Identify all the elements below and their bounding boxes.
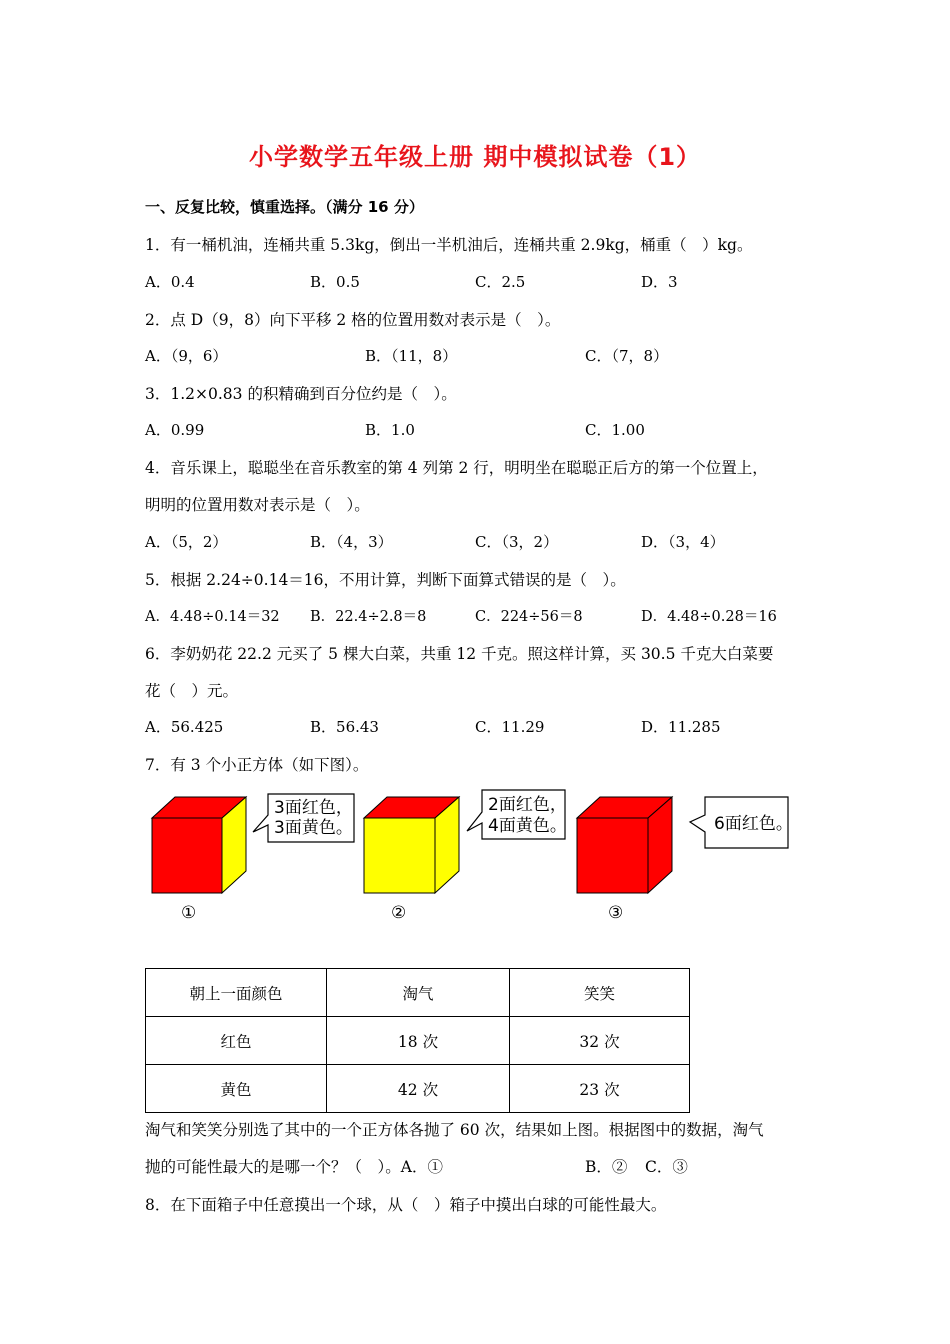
bubble-3-line-1: 6面红色。 <box>714 814 793 834</box>
q6-option-d: D．11.285 <box>641 718 721 736</box>
question-6-cont: 花（ ）元。 <box>145 682 239 700</box>
bubble-2 <box>467 790 567 839</box>
question-4-cont: 明明的位置用数对表示是（ ）。 <box>145 496 370 514</box>
table-header-cell: 笑笑 <box>510 969 690 1017</box>
q6-option-a: A．56.425 <box>145 718 224 736</box>
bubble-1 <box>253 794 354 842</box>
q1-option-d: D．3 <box>641 273 678 291</box>
table-row <box>146 1065 690 1113</box>
bubble-2-line-1: 2面红色， <box>488 795 567 815</box>
table-cell: 18 次 <box>327 1017 510 1065</box>
cube-2-label: ② <box>391 903 407 923</box>
cube-3-label: ③ <box>608 903 624 923</box>
question-4: 4．音乐课上，聪聪坐在音乐教室的第 4 列第 2 行，明明坐在聪聪正后方的第一个位置上， <box>145 459 768 477</box>
cube-2-front <box>364 818 435 893</box>
table-cell: 42 次 <box>327 1065 510 1113</box>
q4-option-a: A．（5，2） <box>145 533 228 551</box>
question-5: 5．根据 2.24÷0.14＝16，不用计算，判断下面算式错误的是（ ）。 <box>145 571 626 589</box>
cube-1-front <box>152 818 222 893</box>
question-3: 3．1.2×0.83 的积精确到百分位约是（ ）。 <box>145 385 457 403</box>
q2-option-b: B．（11，8） <box>365 347 458 365</box>
q6-option-b: B．56.43 <box>310 718 379 736</box>
cube-2 <box>364 797 459 893</box>
q4-option-c: C．（3，2） <box>475 533 559 551</box>
question-1: 1．有一桶机油，连桶共重 5.3kg，倒出一半机油后，连桶共重 2.9kg，桶重（ ）kg。 <box>145 236 753 254</box>
cube-3-front <box>577 818 648 893</box>
results-table <box>145 968 690 1113</box>
table-cell: 黄色 <box>146 1065 327 1113</box>
q2-option-c: C．（7，8） <box>585 347 669 365</box>
question-7: 7．有 3 个小正方体（如下图）。 <box>145 756 369 774</box>
bubble-2-line-2: 4面黄色。 <box>488 816 567 836</box>
page-title: 小学数学五年级上册 期中模拟试卷（1） <box>248 143 702 171</box>
question-6: 6．李奶奶花 22.2 元买了 5 棵大白菜，共重 12 千克。照这样计算，买 30.5 千克大白菜要 <box>145 645 774 663</box>
q7-description-line-2: 抛的可能性最大的是哪一个？（ ）。A．① <box>145 1158 443 1176</box>
q5-option-c: C．224÷56＝8 <box>475 609 583 625</box>
question-2: 2．点 D（9，8）向下平移 2 格的位置用数对表示是（ ）。 <box>145 311 561 329</box>
cube-1 <box>152 797 246 893</box>
q3-option-c: C．1.00 <box>585 421 645 439</box>
section-heading: 一、反复比较，慎重选择。（满分 16 分） <box>145 198 424 216</box>
bubble-3 <box>690 797 793 848</box>
q5-option-d: D．4.48÷0.28＝16 <box>641 609 777 625</box>
table-header-cell: 朝上一面颜色 <box>146 969 327 1017</box>
q3-option-a: A．0.99 <box>145 421 205 439</box>
table-cell: 红色 <box>146 1017 327 1065</box>
cube-3 <box>577 797 672 893</box>
q5-option-b: B．22.4÷2.8＝8 <box>310 609 427 625</box>
table-row <box>146 1017 690 1065</box>
q5-option-a: A．4.48÷0.14＝32 <box>145 609 280 625</box>
q1-option-a: A．0.4 <box>145 273 195 291</box>
table-cell: 32 次 <box>510 1017 690 1065</box>
q4-option-b: B．（4，3） <box>310 533 393 551</box>
q3-option-b: B．1.0 <box>365 421 415 439</box>
q2-option-a: A．（9，6） <box>145 347 228 365</box>
q1-option-c: C．2.5 <box>475 273 526 291</box>
q7-description-line-1: 淘气和笑笑分别选了其中的一个正方体各抛了 60 次，结果如上图。根据图中的数据，淘气 <box>145 1121 764 1139</box>
question-8: 8．在下面箱子中任意摸出一个球，从（ ）箱子中摸出白球的可能性最大。 <box>145 1196 667 1214</box>
table-header-row <box>146 969 690 1017</box>
q1-option-b: B．0.5 <box>310 273 360 291</box>
q7-option-b: B．② <box>585 1158 628 1176</box>
q4-option-d: D．（3，4） <box>641 533 725 551</box>
table-cell: 23 次 <box>510 1065 690 1113</box>
table-header-cell: 淘气 <box>327 969 510 1017</box>
bubble-1-line-1: 3面红色， <box>274 798 353 818</box>
cube-1-label: ① <box>181 903 197 923</box>
q7-option-c: C．③ <box>645 1158 688 1176</box>
bubble-1-line-2: 3面黄色。 <box>274 818 353 838</box>
q6-option-c: C．11.29 <box>475 718 545 736</box>
cubes-figure <box>140 785 820 930</box>
